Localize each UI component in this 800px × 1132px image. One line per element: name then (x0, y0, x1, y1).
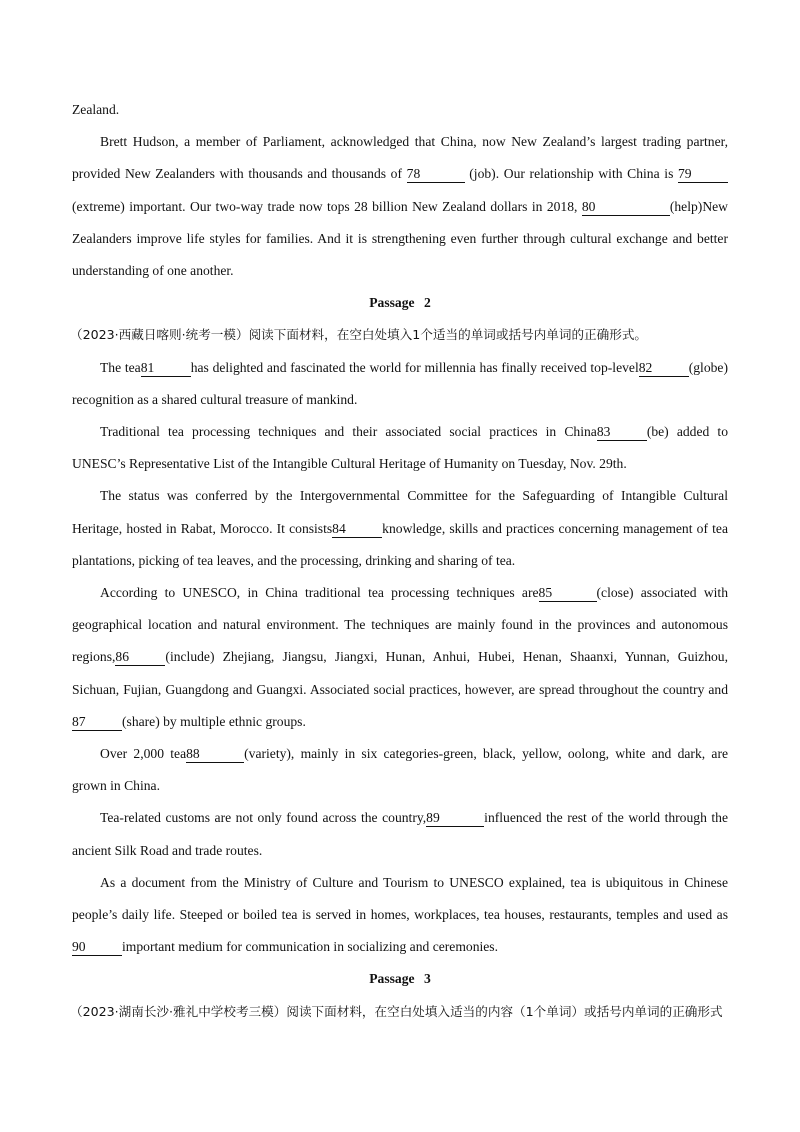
passage3-heading: Passage 3 (369, 971, 431, 987)
blank-83[interactable]: 83 (597, 424, 647, 441)
blank-78[interactable]: 78 (407, 166, 465, 183)
blank-79[interactable]: 79 (678, 166, 728, 183)
blank-90[interactable]: 90 (72, 939, 122, 956)
passage2-instruction: （2023·西藏日喀则·统考一模）阅读下面材料，在空白处填入1个适当的单词或括号内单词的正确形式。 (70, 327, 648, 343)
blank-80[interactable]: 80 (582, 199, 670, 216)
passage2-paragraph-7: As a document from the Ministry of Culture and Tourism to UNESCO explained, tea is ubiquitous in Chinese people’s daily life. Steeped or boiled tea is served in homes, workplaces, tea houses, restaurants, temples and used as 90 important medium for communication in socializing and ceremonies. (72, 874, 728, 955)
passage1-fragment: Zealand. (72, 102, 120, 117)
passage3-instruction: （2023·湖南长沙·雅礼中学校考三模）阅读下面材料，在空白处填入适当的内容（1个单词）或括号内单词的正确形式 (70, 1003, 723, 1019)
blank-89[interactable]: 89 (426, 810, 484, 827)
passage2-paragraph-5: Over 2,000 tea88 (variety), mainly in six categories-green, black, yellow, oolong, white and dark, are grown in China. (72, 746, 729, 794)
passage2-paragraph-2: Traditional tea processing techniques and their associated social practices in China83 (be) added to UNESC’s Representative List of the Intangible Cultural Heritage of Humanity on Tuesday, Nov. 29th. (72, 424, 728, 472)
blank-85[interactable]: 85 (539, 585, 597, 602)
passage2-heading: Passage 2 (369, 295, 431, 311)
blank-88[interactable]: 88 (186, 746, 244, 763)
passage1-paragraph-hudson: Brett Hudson, a member of Parliament, acknowledged that China, now New Zealand’s largest trading partner, provided New Zealanders with thousands and thousands of 78 (job). Our relationship with China is 79 (extreme) important. Our two-way trade now tops 28 billion New Zealand dollars in 2018, 80 (help)New Zealanders improve life styles for families. And it is strengthening even further through cultural exchange and better understanding of one another. (72, 134, 728, 279)
blank-81[interactable]: 81 (141, 360, 191, 377)
passage2-paragraph-4: According to UNESCO, in China traditional tea processing techniques are85 (close) associated with geographical location and natural environment. The techniques are mainly found in the provinces and autonomous regions,86 (include) Zhejiang, Jiangsu, Jiangxi, Hunan, Anhui, Hubei, Henan, Shaanxi, Yunnan, Guizhou, Sichuan, Fujian, Guangdong and Guangxi. Associated social practices, however, are spread throughout the country and87 (share) by multiple ethnic groups. (72, 585, 729, 729)
blank-87[interactable]: 87 (72, 714, 122, 731)
document-page (72, 94, 728, 1028)
blank-86[interactable]: 86 (115, 649, 165, 666)
blank-82[interactable]: 82 (639, 360, 689, 377)
passage2-paragraph-1: The tea81 has delighted and fascinated the world for millennia has finally received top-level82 (globe) recognition as a shared cultural treasure of mankind. (72, 359, 728, 407)
passage2-paragraph-6: Tea-related customs are not only found across the country,89 influenced the rest of the world through the ancient Silk Road and trade routes. (72, 810, 729, 858)
blank-84[interactable]: 84 (332, 521, 382, 538)
passage2-paragraph-3: The status was conferred by the Intergovernmental Committee for the Safeguarding of Intangible Cultural Heritage, hosted in Rabat, Morocco. It consists84 knowledge, skills and practices concerning management of tea plantations, picking of tea leaves, and the processing, drinking and sharing of tea. (72, 488, 728, 568)
